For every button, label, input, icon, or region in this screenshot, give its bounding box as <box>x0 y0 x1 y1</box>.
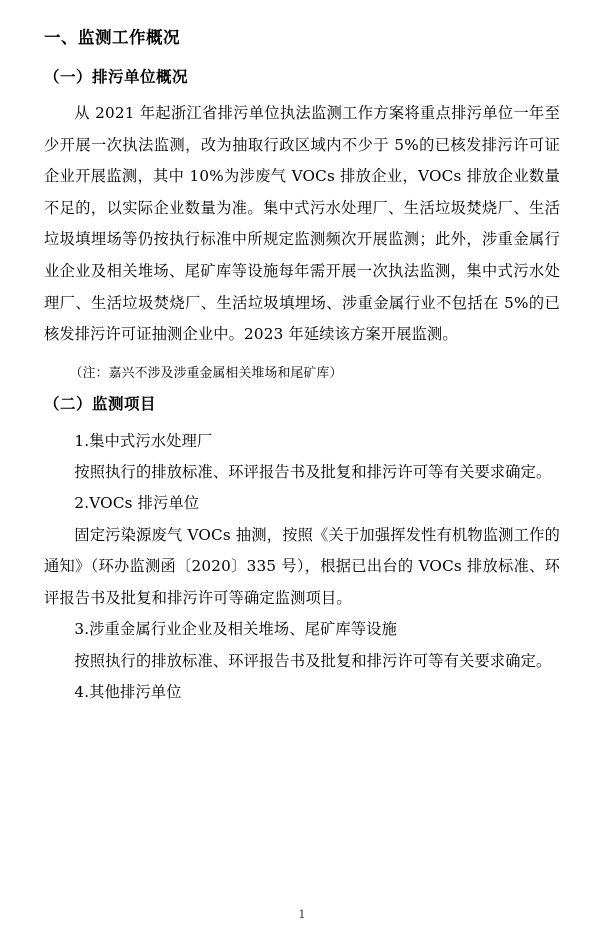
item-body: 按照执行的排放标准、环评报告书及批复和排污许可等有关要求确定。 <box>74 462 552 481</box>
item-title: 2.VOCs 排污单位 <box>74 494 200 513</box>
heading-subsection-one: （一）排污单位概况 <box>44 66 189 86</box>
spacer <box>44 351 560 357</box>
item-body: 按照执行的排放标准、环评报告书及批复和排污许可等有关要求确定。 <box>74 651 552 670</box>
item-title: 4.其他排污单位 <box>74 683 182 702</box>
paragraph-note: （注：嘉兴不涉及涉重金属相关堆场和尾矿库） <box>69 365 343 381</box>
item-body: 固定污染源废气 VOCs 抽测，按照《关于加强挥发性有机物监测工作的通知》（环办监测函〔2020〕335 号），根据已出台的 VOCs 排放标准、环评报告书及批复和排污许可等确定监测项目。 <box>44 525 560 607</box>
page-number: 1 <box>298 908 306 921</box>
heading-subsection-two: （二）监测项目 <box>44 394 157 414</box>
heading-section-one: 一、监测工作概况 <box>44 28 180 47</box>
paragraph-overview: 从 2021 年起浙江省排污单位执法监测工作方案将重点排污单位一年至少开展一次执法监测，改为抽取行政区域内不少于 5%的已核发排污许可证企业开展监测，其中 10%为涉废气 VOCs 排放企业，VOCs 排放企业数量不足的，以实际企业数量为准。集中式污水处理厂、生活垃圾焚烧厂、生活垃圾填埋场等仍按执行标准中所规定监测频次开展监测；此外，涉重金属行业企业及相关堆场、尾矿库等设施每年需开展一次执法监测，集中式污水处理厂、生活垃圾焚烧厂、生活垃圾填埋场、涉重金属行业不包括在 5%的已核发排污许可证抽测企业中。2023 年延续该方案开展监测。 <box>44 104 560 344</box>
item-title: 1.集中式污水处理厂 <box>74 431 213 450</box>
item-title: 3.涉重金属行业企业及相关堆场、尾矿库等设施 <box>74 620 398 639</box>
